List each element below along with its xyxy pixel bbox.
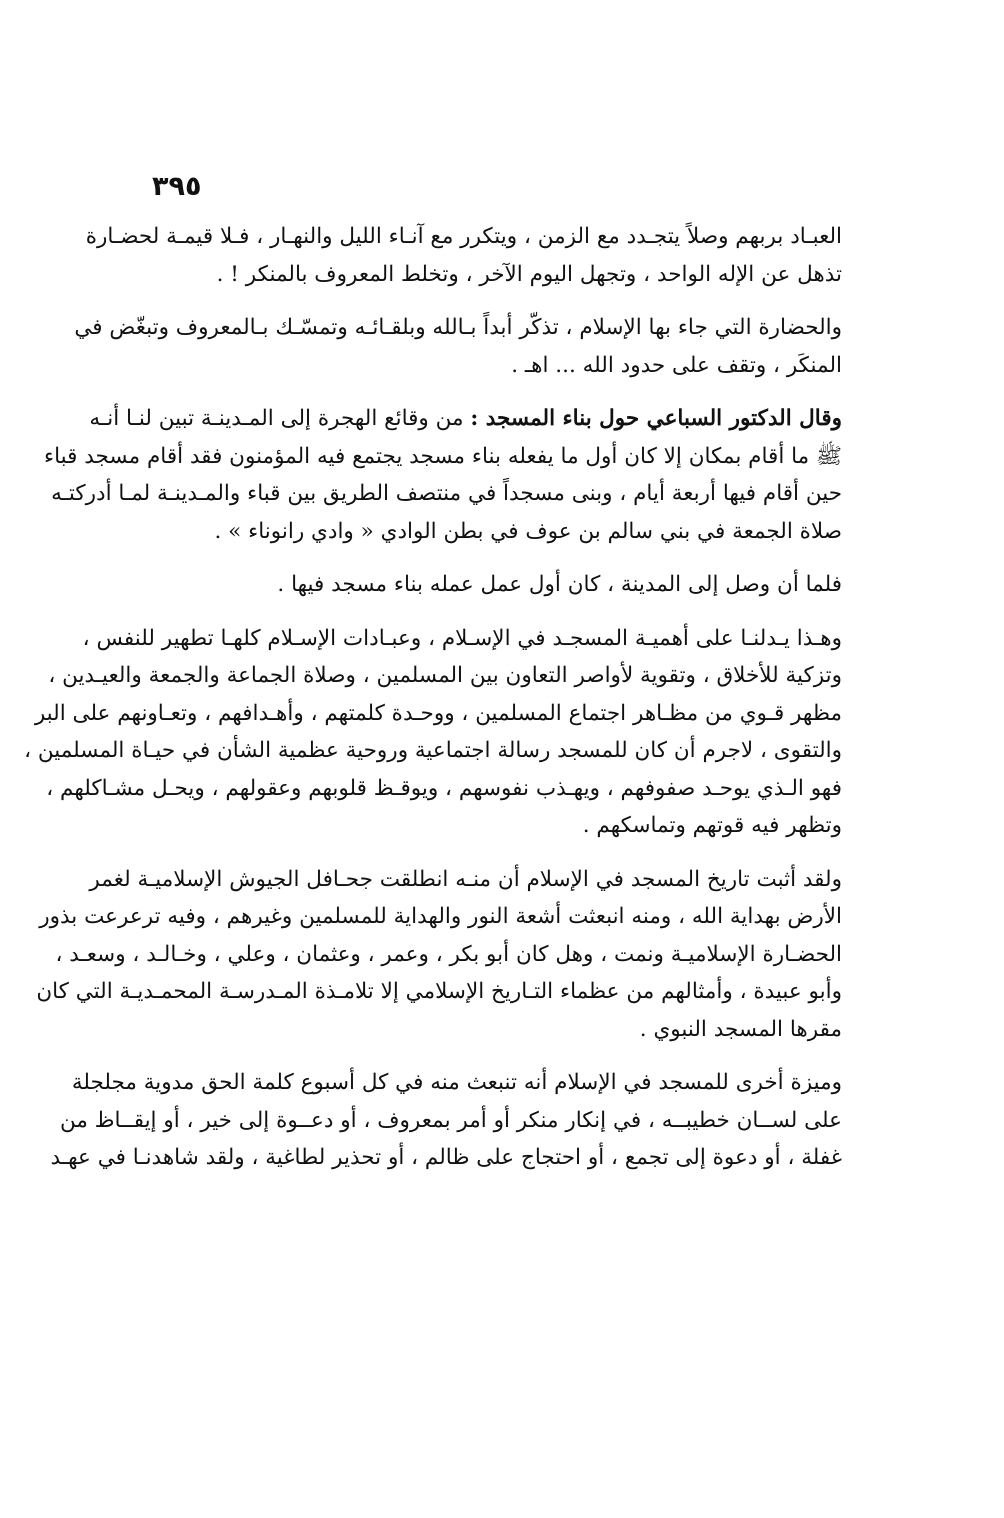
text-line: ولقد أثبت تاريخ المسجد في الإسلام أن منـه انطلقت جحـافل الجيوش الإسلاميـة لغمر bbox=[89, 866, 842, 892]
paragraph-2 bbox=[74, 309, 842, 384]
paragraph-5 bbox=[24, 620, 842, 845]
paragraph-6 bbox=[36, 861, 842, 1049]
paragraph-4 bbox=[150, 566, 842, 604]
text-line: مظهر قـوي من مظـاهر اجتماع المسلمين ، ووحـدة كلمتهم ، وأهـدافهم ، وتعـاونهم على البر bbox=[34, 700, 842, 726]
text-line: وهـذا يـدلنـا على أهميـة المسجـد في الإسـلام ، وعبـادات الإسـلام كلهـا تطهير للنفس ، bbox=[82, 625, 842, 651]
text-line: وميزة أخرى للمسجد في الإسلام أنه تنبعث منه في كل أسبوع كلمة الحق مدوية مجلجلة bbox=[71, 1070, 842, 1095]
paragraph-lead: وقال الدكتور السباعي حول بناء المسجد : bbox=[470, 406, 842, 431]
text-line: وتظهر فيه قوتهم وتماسكهم . bbox=[582, 813, 842, 838]
paragraph-3 bbox=[44, 400, 842, 550]
text-line: تذهل عن الإله الواحد ، وتجهل اليوم الآخر ، وتخلط المعروف بالمنكر ! . bbox=[216, 261, 842, 287]
text-line: وتزكية للأخلاق ، وتقوية لأواصر التعاون بين المسلمين ، وصلاة الجماعة والجمعة والعيـدين ، bbox=[48, 663, 842, 688]
text-line: مقرها المسجد النبوي . bbox=[639, 1016, 842, 1042]
text-line bbox=[89, 400, 842, 438]
text-line: فهو الـذي يوحـد صفوفهم ، ويهـذب نفوسهم ، ويوقـظ قلوبهم وعقولهم ، ويحـل مشـاكلهم ، bbox=[46, 775, 842, 801]
paragraph-7 bbox=[50, 1064, 842, 1177]
text-line: الحضـارة الإسلاميـة ونمت ، وهل كان أبو بكر ، وعمر ، وعثمان ، وعلي ، وخـالـد ، وسعـد ، bbox=[55, 941, 842, 967]
page-number: ٣٩٥ bbox=[152, 171, 202, 202]
text-line: ﷺ ما أقام بمكان إلا كان أول ما يفعله بناء مسجد يجتمع فيه المؤمنون فقد أقام مسجد قباء bbox=[44, 443, 842, 469]
paragraph-1 bbox=[85, 218, 842, 293]
text-line: وأبو عبيدة ، وأمثالهم من عظماء التـاريخ الإسلامي إلا تلامـذة المـدرسـة المحمـديـة التي كان bbox=[36, 979, 842, 1004]
text-line: على لســان خطيبــه ، في إنكار منكر أو أمر بمعروف ، أو دعــوة إلى خير ، أو إيقــاظ من bbox=[59, 1107, 842, 1133]
body-text bbox=[24, 218, 842, 1193]
text-fragment: من وقائع الهجرة إلى المـدينـة تبين لنـا أنـه bbox=[89, 406, 464, 431]
text-line: حين أقام فيها أربعة أيام ، وبنى مسجداً في منتصف الطريق بين قباء والمـدينـة لمـا أدركتـه bbox=[51, 481, 842, 506]
text-line: غفلة ، أو دعوة إلى تجمع ، أو احتجاج على ظالم ، أو تحذير لطاغية ، ولقد شاهدنـا في عهـد bbox=[50, 1145, 842, 1170]
text-line: الأرض بهداية الله ، ومنه انبعثت أشعة النور والهداية للمسلمين وغيرهم ، وفيه ترعرعت بذور bbox=[39, 904, 842, 929]
text-line: المنكَر ، وتقف على حدود الله ... اهـ . bbox=[511, 352, 842, 378]
text-line: فلما أن وصل إلى المدينة ، كان أول عمل عمله بناء مسجد فيها . bbox=[277, 572, 842, 597]
text-line: العبـاد بربهم وصلاً يتجـدد مع الزمن ، ويتكرر مع آنـاء الليل والنهـار ، فـلا قيمـة لحضـارة bbox=[85, 224, 842, 249]
text-line: صلاة الجمعة في بني سالم بن عوف في بطن الوادي « وادي رانوناء » . bbox=[214, 518, 842, 544]
text-line: والحضارة التي جاء بها الإسلام ، تذكّر أبداً بـالله وبلقـائـه وتمسّـك بـالمعروف وتبغّض في bbox=[74, 315, 842, 340]
text-line: والتقوى ، لاجرم أن كان للمسجد رسالة اجتماعية وروحية عظمية الشأن في حيـاة المسلمين ، bbox=[24, 738, 842, 763]
